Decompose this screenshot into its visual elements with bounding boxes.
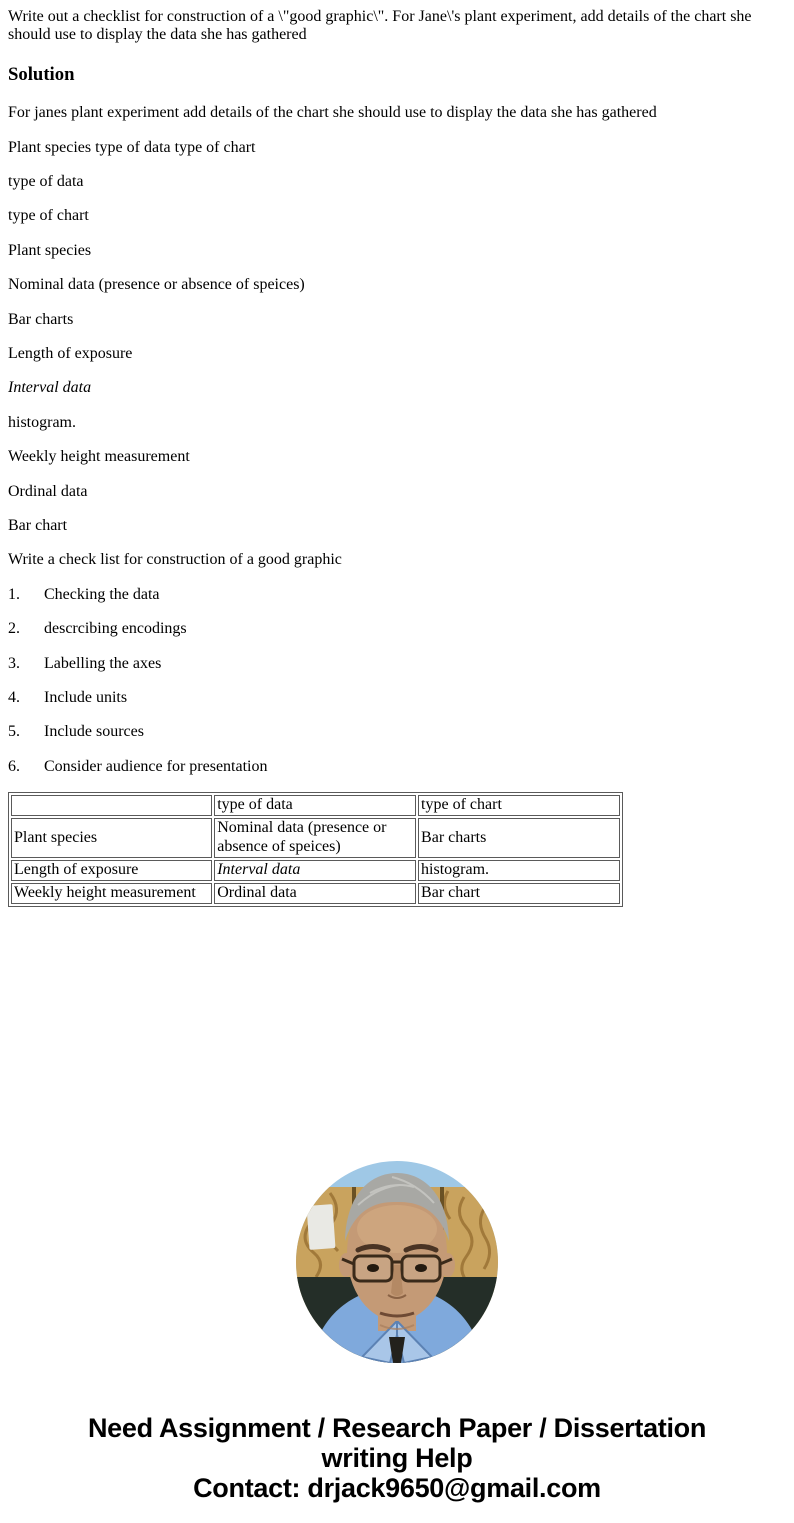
- paragraph: Interval data: [8, 379, 92, 397]
- list-item-label: Include units: [44, 688, 128, 706]
- list-item: [8, 655, 786, 673]
- paragraph: For janes plant experiment add details of the chart she should use to display the data she has gathered: [8, 104, 657, 122]
- footer-ad-text: [8, 1413, 786, 1503]
- footer-line: Need Assignment / Research Paper / Dissertation: [87, 1412, 707, 1443]
- paragraph: Plant species: [8, 241, 92, 259]
- table-header-row: [11, 795, 620, 816]
- list-item: [8, 689, 786, 707]
- paragraph: Nominal data (presence or absence of speices): [8, 276, 305, 294]
- tutor-photo: [296, 1161, 498, 1363]
- table-cell: Weekly height measurement: [11, 883, 212, 904]
- table-row: [11, 883, 620, 904]
- table-row: [11, 860, 620, 881]
- list-item-number: 6.: [8, 757, 20, 775]
- table-cell: Bar chart: [418, 883, 620, 904]
- paragraph: Length of exposure: [8, 345, 133, 363]
- table-row: [11, 818, 620, 858]
- footer-line: writing Help: [321, 1442, 473, 1473]
- footer-contact-line: Contact: drjack9650@gmail.com: [193, 1472, 601, 1503]
- paragraph: type of chart: [8, 207, 89, 225]
- question-text: Write out a checklist for construction of a \"good graphic\". For Jane\'s plant experiment, add details of the chart she should use to display the data she has gathered: [8, 8, 752, 44]
- table-cell: Interval data: [214, 860, 416, 881]
- list-item-number: 1.: [8, 585, 20, 603]
- table-cell: Ordinal data: [214, 883, 416, 904]
- data-chart-table: [8, 792, 623, 907]
- paragraph: Weekly height measurement: [8, 448, 190, 466]
- list-item-label: Consider audience for presentation: [44, 757, 268, 775]
- paragraph: Bar charts: [8, 310, 74, 328]
- list-item-label: descrcibing encodings: [44, 620, 187, 638]
- list-item-label: Checking the data: [44, 585, 160, 603]
- list-item-number: 3.: [8, 654, 20, 672]
- paragraph: Bar chart: [8, 516, 68, 534]
- paragraph: type of data: [8, 173, 84, 191]
- table-cell: Bar charts: [418, 818, 620, 858]
- list-item-label: Include sources: [44, 723, 144, 741]
- paragraph: Plant species type of data type of chart: [8, 138, 256, 156]
- paragraph: histogram.: [8, 413, 76, 431]
- list-item-number: 5.: [8, 723, 20, 741]
- list-item-number: 2.: [8, 620, 20, 638]
- tutor-photo-container: [8, 1161, 786, 1363]
- table-cell: histogram.: [418, 860, 620, 881]
- list-item: [8, 723, 786, 741]
- table-cell: Nominal data (presence or absence of speices): [214, 818, 416, 858]
- list-item-number: 4.: [8, 688, 20, 706]
- paragraph: Ordinal data: [8, 482, 88, 500]
- solution-heading: Solution: [8, 63, 75, 85]
- list-item: [8, 620, 786, 638]
- list-item: [8, 758, 786, 776]
- paragraph: Write a check list for construction of a good graphic: [8, 551, 342, 569]
- list-item-label: Labelling the axes: [44, 654, 162, 672]
- list-item: [8, 586, 786, 604]
- table-cell: type of data: [214, 795, 416, 816]
- table-cell: [11, 795, 212, 816]
- table-cell: Length of exposure: [11, 860, 212, 881]
- table-cell: Plant species: [11, 818, 212, 858]
- tutor-photo-illustration: [296, 1161, 498, 1363]
- table-cell: type of chart: [418, 795, 620, 816]
